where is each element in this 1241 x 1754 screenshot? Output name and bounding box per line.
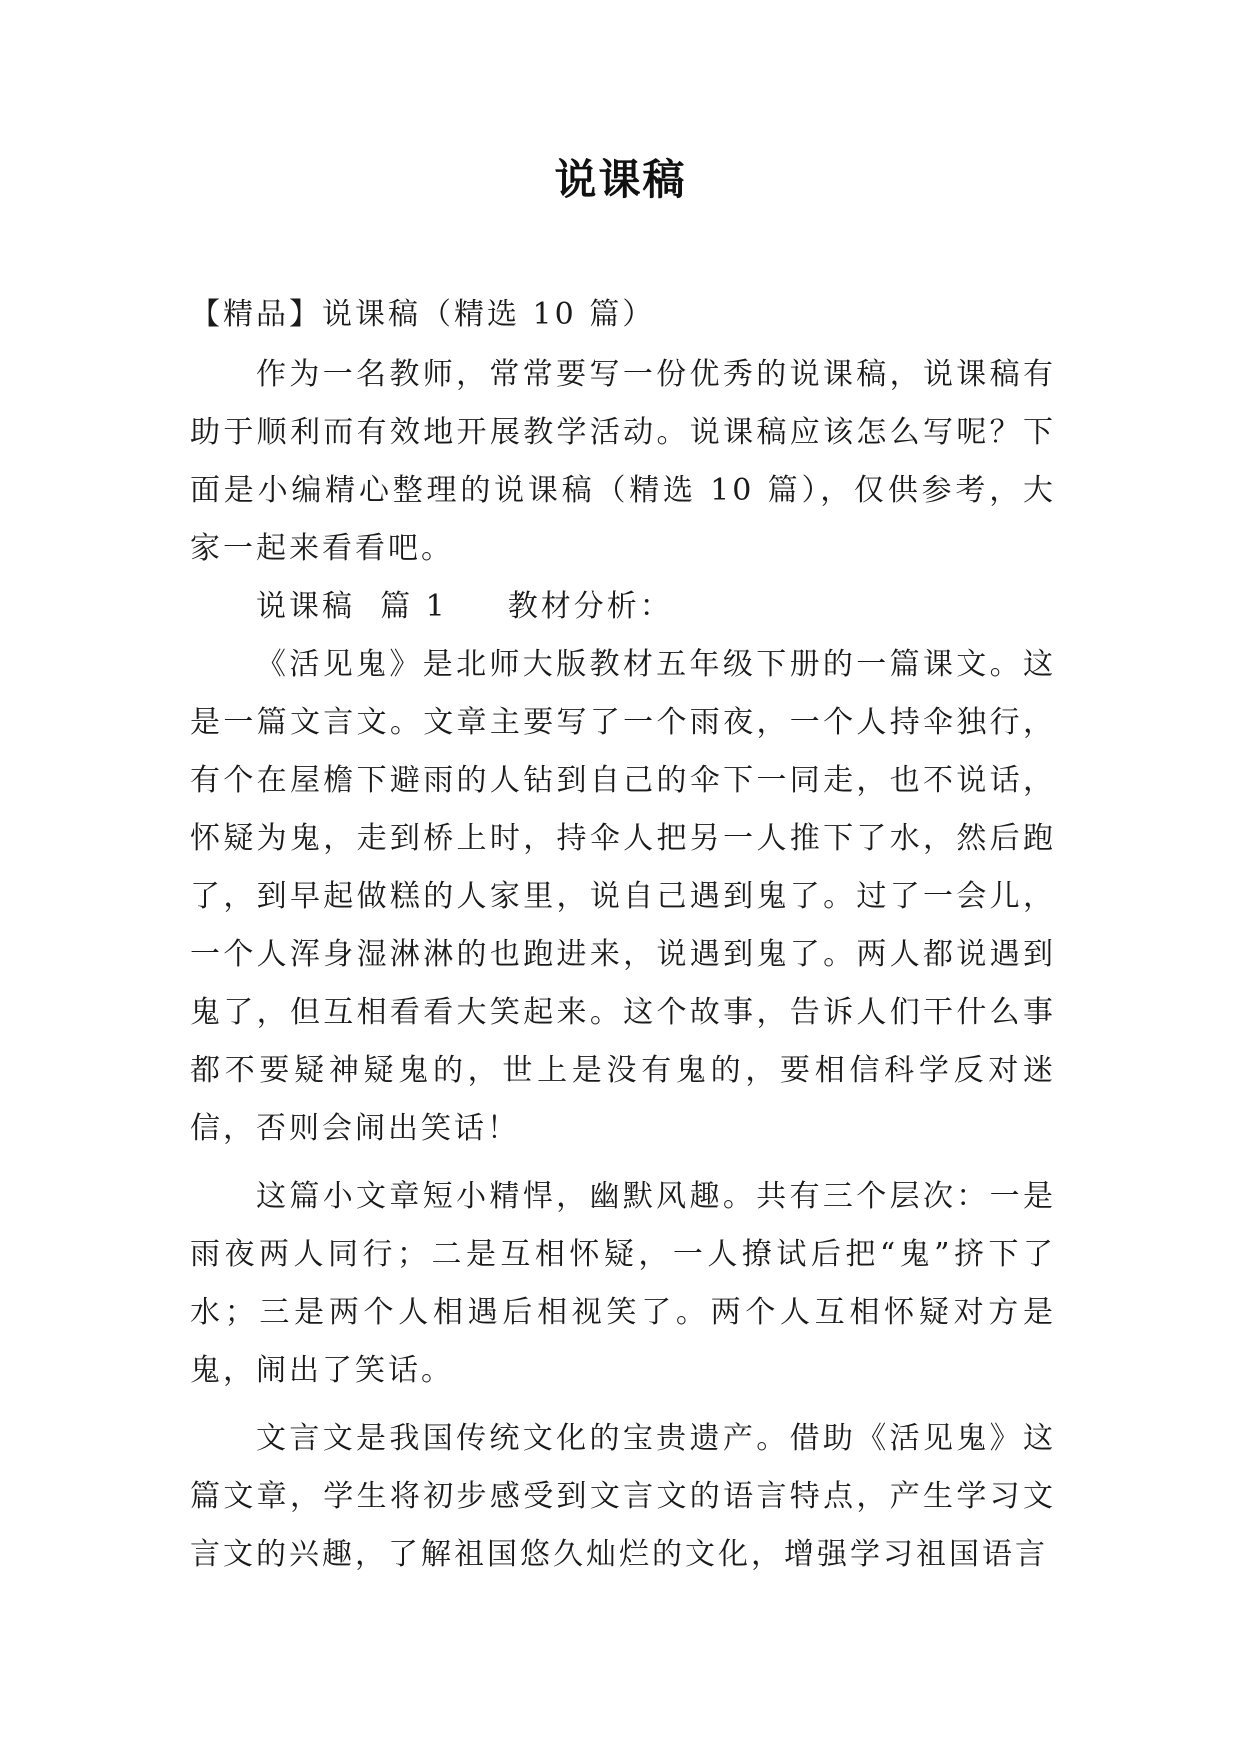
document-subtitle: 【精品】说课稿（精选 10 篇） — [190, 297, 656, 332]
section-heading: 说课稿 篇 1 — [256, 589, 448, 624]
section-heading-line — [190, 578, 1056, 636]
intro-paragraph: 作为一名教师，常常要写一份优秀的说课稿，说课稿有助于顺利而有效地开展教学活动。说课稿应该怎么写呢？下面是小编精心整理的说课稿（精选 10 篇），仅供参考，大家一起来看看吧。 — [190, 357, 1056, 566]
body-paragraph-3: 文言文是我国传统文化的宝贵遗产。借助《活见鬼》这篇文章，学生将初步感受到文言文的语言特点，产生学习文言文的兴趣，了解祖国悠久灿烂的文化，增强学习祖国语言 — [190, 1421, 1056, 1572]
body-paragraph-2: 这篇小文章短小精悍，幽默风趣。共有三个层次：一是雨夜两人同行；二是互相怀疑，一人撩试后把“鬼”挤下了水；三是两个人相遇后相视笑了。两个人互相怀疑对方是鬼，闹出了笑话。 — [190, 1179, 1056, 1388]
document-title: 说课稿 — [554, 155, 687, 204]
document-body — [190, 286, 1056, 1584]
section-subheading: 教材分析： — [507, 589, 673, 624]
body-paragraph-1: 《活见鬼》是北师大版教材五年级下册的一篇课文。这是一篇文言文。文章主要写了一个雨夜，一个人持伞独行，有个在屋檐下避雨的人钻到自己的伞下一同走，也不说话，怀疑为鬼，走到桥上时，持伞人把另一人推下了水，然后跑了，到早起做糕的人家里，说自己遇到鬼了。过了一会儿，一个人浑身湿淋淋的也跑进来，说遇到鬼了。两人都说遇到鬼了，但互相看看大笑起来。这个故事，告诉人们干什么事都不要疑神疑鬼的，世上是没有鬼的，要相信科学反对迷信，否则会闹出笑话！ — [190, 647, 1056, 1146]
